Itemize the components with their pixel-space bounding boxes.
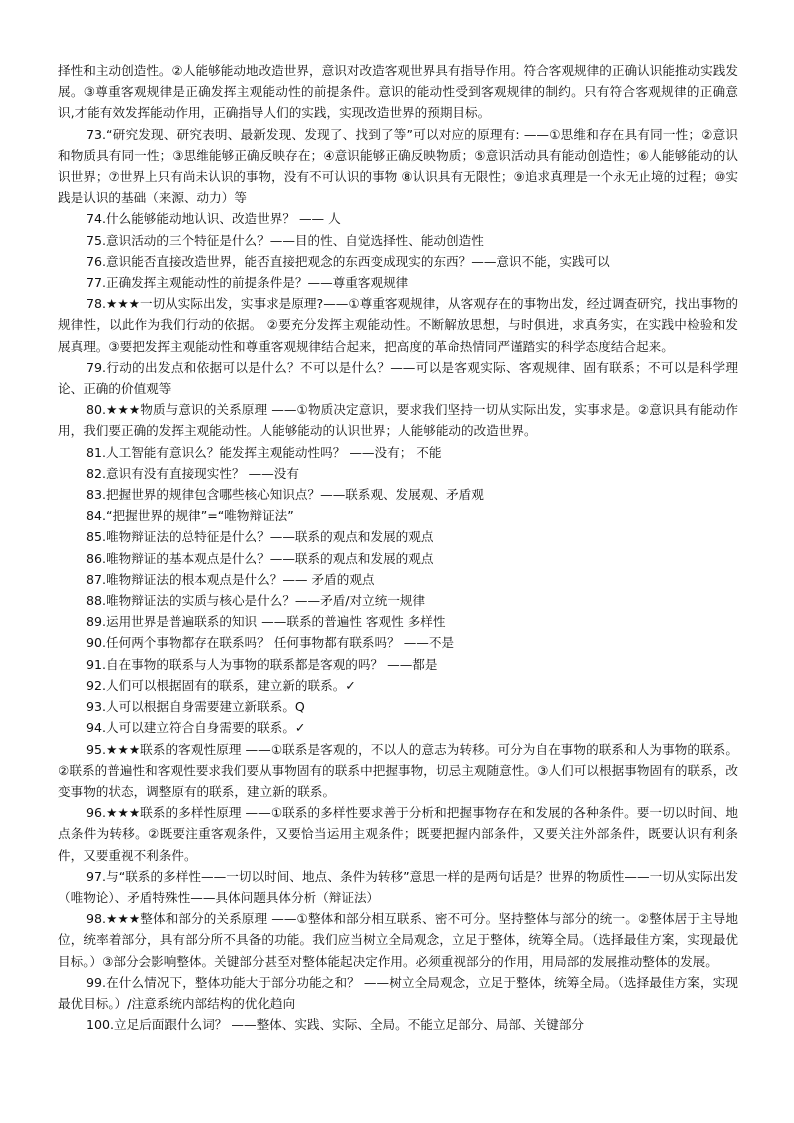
item-78: 78.★★★一切从实际出发，实事求是原理?——①尊重客观规律，从客观存在的事物出发，经过调查研究，找出事物的规律性，以此作为我们行动的依据。 ②要充分发挥主观能动性。不断解放思想，与时俱进，求真务实，在实践中检验和发展真理。③要把发挥主观能动性和尊重客观规律结合起来，把高度的革命热情同严谨踏实的科学态度结合起来。 [58, 296, 738, 354]
item-89: 89.运用世界是普遍联系的知识 ——联系的普遍性 客观性 多样性 [86, 614, 446, 630]
item-94: 94.人可以建立符合自身需要的联系。✓ [86, 720, 306, 736]
item-81: 81.人工智能有意识么？能发挥主观能动性吗？ ——没有； 不能 [86, 444, 442, 460]
item-85: 85.唯物辩证法的总特征是什么？——联系的观点和发展的观点 [86, 529, 434, 545]
item-99: 99.在什么情况下，整体功能大于部分功能之和？ ——树立全局观念，立足于整体，统筹全局。（选择最佳方案，实现最优目标。）/注意系统内部结构的优化趋向 [58, 974, 738, 1011]
item-74: 74.什么能够能动地认识、改造世界？ —— 人 [86, 211, 341, 227]
item-91: 91.自在事物的联系与人为事物的联系都是客观的吗？ ——都是 [86, 656, 438, 672]
item-80: 80.★★★物质与意识的关系原理 ——①物质决定意识，要求我们坚持一切从实际出发，实事求是。②意识具有能动作用，我们要正确的发挥主观能动性。人能够能动的认识世界；人能够能动的改造世界。 [58, 402, 738, 439]
item-82: 82.意识有没有直接现实性？ ——没有 [86, 465, 299, 481]
item-73: 73.“研究发现、研究表明、最新发现、发现了、找到了等”可以对应的原理有: ——①思维和存在具有同一性；②意识和物质具有同一性；③思维能够正确反映存在；④意识能够正确反映物质；⑤意识活动具有能动创造性；⑥人能够能动的认识世界；⑦世界上只有尚未认识的事物，没有不可认识的事物 ⑧认识具有无限性；⑨追求真理是一个永无止境的过程；⑩实践是认识的基础（来源、动力）等 [58, 126, 738, 206]
item-87: 87.唯物辩证法的根本观点是什么？—— 矛盾的观点 [86, 571, 375, 587]
paragraph-continuation: 择性和主动创造性。②人能够能动地改造世界，意识对改造客观世界具有指导作用。符合客观规律的正确认识能推动实践发展。③尊重客观规律是正确发挥主观能动性的前提条件。意识的能动性受到客观规律的制约。只有符合客观规律的正确意识,才能有效发挥能动作用，正确指导人们的实践，实现改造世界的预期目标。 [58, 63, 738, 121]
item-86: 86.唯物辩证的基本观点是什么？——联系的观点和发展的观点 [86, 550, 434, 566]
item-75: 75.意识活动的三个特征是什么？——目的性、自觉选择性、能动创造性 [86, 232, 484, 248]
item-83: 83.把握世界的规律包含哪些核心知识点？——联系观、发展观、矛盾观 [86, 487, 484, 503]
item-95: 95.★★★联系的客观性原理 ——①联系是客观的，不以人的意志为转移。可分为自在事物的联系和人为事物的联系。②联系的普遍性和客观性要求我们要从事物固有的联系中把握事物，切忌主观随意性。③人们可以根据事物固有的联系，改变事物的状态，调整原有的联系，建立新的联系。 [58, 741, 738, 799]
item-84: 84.“把握世界的规律”=“唯物辩证法” [86, 508, 294, 524]
item-93: 93.人可以根据自身需要建立新联系。Q [86, 699, 305, 715]
item-88: 88.唯物辩证法的实质与核心是什么？——矛盾/对立统一规律 [86, 593, 426, 609]
item-97: 97.与“联系的多样性——一切以时间、地点、条件为转移”意思一样的是两句话是？世界的物质性——一切从实际出发（唯物论）、矛盾特殊性——具体问题具体分析（辩证法） [58, 868, 738, 905]
item-77: 77.正确发挥主观能动性的前提条件是？——尊重客观规律 [86, 275, 409, 291]
item-98: 98.★★★整体和部分的关系原理 ——①整体和部分相互联系、密不可分。坚持整体与部分的统一。②整体居于主导地位，统率着部分，具有部分所不具备的功能。我们应当树立全局观念，立足于整体，统筹全局。（选择最佳方案，实现最优目标。）③部分会影响整体。关键部分甚至对整体能起决定作用。必须重视部分的作用，用局部的发展推动整体的发展。 [58, 911, 738, 969]
item-92: 92.人们可以根据固有的联系，建立新的联系。✓ [86, 677, 356, 693]
document-page [58, 60, 738, 1035]
item-79: 79.行动的出发点和依据可以是什么？不可以是什么？——可以是客观实际、客观规律、固有联系；不可以是科学理论、正确的价值观等 [58, 359, 738, 397]
item-96: 96.★★★联系的多样性原理 ——①联系的多样性要求善于分析和把握事物存在和发展的各种条件。要一切以时间、地点条件为转移。②既要注重客观条件，又要恰当运用主观条件；既要把握内部条件，又要关注外部条件，既要认识有利条件，又要重视不利条件。 [58, 805, 738, 863]
item-90: 90.任何两个事物都存在联系吗？ 任何事物都有联系吗？ ——不是 [86, 635, 455, 651]
item-76: 76.意识能否直接改造世界，能否直接把观念的东西变成现实的东西？——意识不能，实践可以 [86, 253, 610, 269]
item-100: 100.立足后面跟什么词？ ——整体、实践、实际、全局。不能立足部分、局部、关键部分 [86, 1017, 585, 1033]
